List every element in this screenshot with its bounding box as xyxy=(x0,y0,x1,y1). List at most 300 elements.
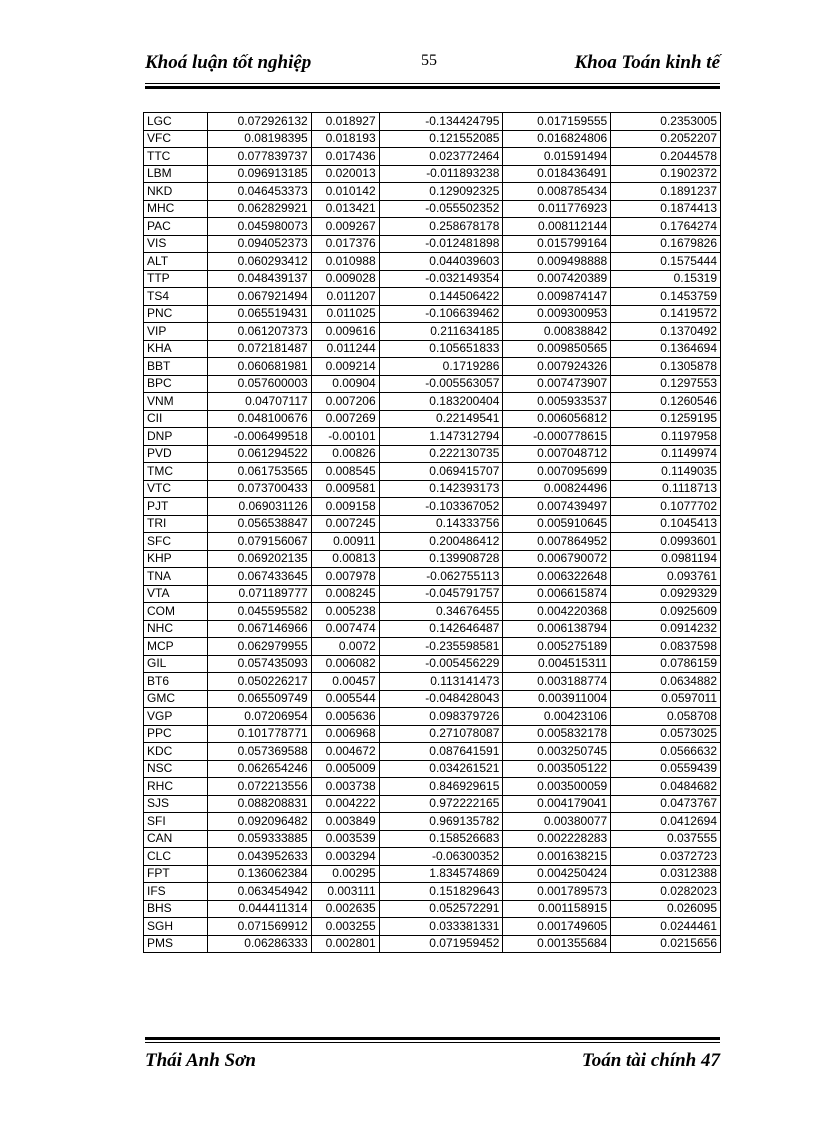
page-footer xyxy=(145,1050,720,1080)
value-cell: 0.004222 xyxy=(311,795,379,813)
value-cell: 0.067146966 xyxy=(207,620,311,638)
value-cell: 0.0244461 xyxy=(611,918,721,936)
stock-code-cell: VTA xyxy=(144,585,208,603)
header-rule-thin xyxy=(145,83,720,84)
footer-author: Thái Anh Sơn xyxy=(145,1050,256,1071)
stock-code-cell: PVD xyxy=(144,445,208,463)
value-cell: 0.087641591 xyxy=(379,743,503,761)
table-row xyxy=(144,445,721,463)
value-cell: 0.009498888 xyxy=(503,253,611,271)
stock-code-cell: SGH xyxy=(144,918,208,936)
value-cell: 1.147312794 xyxy=(379,428,503,446)
value-cell: 0.062654246 xyxy=(207,760,311,778)
value-cell: 0.018436491 xyxy=(503,165,611,183)
value-cell: 0.092096482 xyxy=(207,813,311,831)
value-cell: 0.006056812 xyxy=(503,410,611,428)
value-cell: 0.969135782 xyxy=(379,813,503,831)
value-cell: 0.005933537 xyxy=(503,393,611,411)
stock-code-cell: SFI xyxy=(144,813,208,831)
value-cell: 0.046453373 xyxy=(207,183,311,201)
stock-code-cell: SJS xyxy=(144,795,208,813)
value-cell: 0.1679826 xyxy=(611,235,721,253)
table-row xyxy=(144,515,721,533)
stock-code-cell: FPT xyxy=(144,865,208,883)
value-cell: 0.003111 xyxy=(311,883,379,901)
table-row xyxy=(144,813,721,831)
stock-code-cell: LBM xyxy=(144,165,208,183)
data-table xyxy=(143,112,721,953)
value-cell: 0.004220368 xyxy=(503,603,611,621)
value-cell: 0.013421 xyxy=(311,200,379,218)
value-cell: 0.094052373 xyxy=(207,235,311,253)
value-cell: 0.050226217 xyxy=(207,673,311,691)
table-row xyxy=(144,235,721,253)
value-cell: 0.1370492 xyxy=(611,323,721,341)
table-row xyxy=(144,463,721,481)
value-cell: 0.006138794 xyxy=(503,620,611,638)
value-cell: 0.158526683 xyxy=(379,830,503,848)
stock-code-cell: CII xyxy=(144,410,208,428)
value-cell: 0.1260546 xyxy=(611,393,721,411)
table-row xyxy=(144,655,721,673)
header-thesis-title: Khoá luận tốt nghiệp xyxy=(145,52,312,73)
value-cell: 0.071569912 xyxy=(207,918,311,936)
value-cell: 0.271078087 xyxy=(379,725,503,743)
value-cell: 0.005832178 xyxy=(503,725,611,743)
stock-code-cell: GIL xyxy=(144,655,208,673)
table-row xyxy=(144,620,721,638)
value-cell: 0.008545 xyxy=(311,463,379,481)
value-cell: 0.006615874 xyxy=(503,585,611,603)
value-cell: 0.00423106 xyxy=(503,708,611,726)
value-cell: 0.005009 xyxy=(311,760,379,778)
value-cell: 0.1197958 xyxy=(611,428,721,446)
value-cell: 0.009874147 xyxy=(503,288,611,306)
stock-code-cell: TS4 xyxy=(144,288,208,306)
value-cell: 0.003250745 xyxy=(503,743,611,761)
value-cell: 0.061207373 xyxy=(207,323,311,341)
value-cell: 0.113141473 xyxy=(379,673,503,691)
value-cell: 0.003911004 xyxy=(503,690,611,708)
value-cell: 0.067433645 xyxy=(207,568,311,586)
table-row xyxy=(144,760,721,778)
value-cell: 0.005238 xyxy=(311,603,379,621)
value-cell: 0.1259195 xyxy=(611,410,721,428)
value-cell: 0.211634185 xyxy=(379,323,503,341)
value-cell: 0.007095699 xyxy=(503,463,611,481)
stock-code-cell: TNA xyxy=(144,568,208,586)
value-cell: 0.009616 xyxy=(311,323,379,341)
value-cell: -0.055502352 xyxy=(379,200,503,218)
value-cell: 0.07206954 xyxy=(207,708,311,726)
value-cell: 0.105651833 xyxy=(379,340,503,358)
value-cell: 0.006968 xyxy=(311,725,379,743)
table-row xyxy=(144,743,721,761)
value-cell: 0.2044578 xyxy=(611,148,721,166)
value-cell: 0.007474 xyxy=(311,620,379,638)
value-cell: 0.151829643 xyxy=(379,883,503,901)
table-row xyxy=(144,165,721,183)
value-cell: 0.018927 xyxy=(311,113,379,131)
table-row xyxy=(144,778,721,796)
value-cell: 0.22149541 xyxy=(379,410,503,428)
value-cell: 0.009267 xyxy=(311,218,379,236)
value-cell: 0.063454942 xyxy=(207,883,311,901)
stock-code-cell: NHC xyxy=(144,620,208,638)
value-cell: 0.044039603 xyxy=(379,253,503,271)
value-cell: 0.057435093 xyxy=(207,655,311,673)
value-cell: 0.1719286 xyxy=(379,358,503,376)
value-cell: 0.08198395 xyxy=(207,130,311,148)
value-cell: 0.057369588 xyxy=(207,743,311,761)
footer-rule-thick xyxy=(145,1037,720,1040)
table-row xyxy=(144,288,721,306)
value-cell: 0.062829921 xyxy=(207,200,311,218)
value-cell: 0.011776923 xyxy=(503,200,611,218)
value-cell: 0.1149035 xyxy=(611,463,721,481)
stock-code-cell: TTC xyxy=(144,148,208,166)
value-cell: 0.060293412 xyxy=(207,253,311,271)
stock-code-cell: PPC xyxy=(144,725,208,743)
page-number: 55 xyxy=(421,52,437,69)
value-cell: 0.1297553 xyxy=(611,375,721,393)
table-row xyxy=(144,900,721,918)
stock-code-cell: PNC xyxy=(144,305,208,323)
value-cell: 1.834574869 xyxy=(379,865,503,883)
value-cell: 0.003505122 xyxy=(503,760,611,778)
footer-rule-thin xyxy=(145,1042,720,1043)
value-cell: 0.0566632 xyxy=(611,743,721,761)
footer-class: Toán tài chính 47 xyxy=(581,1050,720,1071)
value-cell: 0.00826 xyxy=(311,445,379,463)
value-cell: 0.017159555 xyxy=(503,113,611,131)
page-header xyxy=(145,50,720,80)
value-cell: 0.846929615 xyxy=(379,778,503,796)
value-cell: -0.005563057 xyxy=(379,375,503,393)
value-cell: 0.009300953 xyxy=(503,305,611,323)
value-cell: 0.060681981 xyxy=(207,358,311,376)
table-row xyxy=(144,848,721,866)
value-cell: 0.00457 xyxy=(311,673,379,691)
value-cell: 0.1045413 xyxy=(611,515,721,533)
value-cell: 0.007048712 xyxy=(503,445,611,463)
stock-code-cell: PJT xyxy=(144,498,208,516)
stock-code-cell: KHP xyxy=(144,550,208,568)
value-cell: 0.005910645 xyxy=(503,515,611,533)
value-cell: 0.017436 xyxy=(311,148,379,166)
value-cell: -0.06300352 xyxy=(379,848,503,866)
value-cell: 0.008112144 xyxy=(503,218,611,236)
value-cell: 0.0634882 xyxy=(611,673,721,691)
stock-code-cell: VNM xyxy=(144,393,208,411)
value-cell: 0.101778771 xyxy=(207,725,311,743)
value-cell: 0.020013 xyxy=(311,165,379,183)
value-cell: 0.0914232 xyxy=(611,620,721,638)
stock-code-cell: TTP xyxy=(144,270,208,288)
value-cell: 0.183200404 xyxy=(379,393,503,411)
value-cell: -0.000778615 xyxy=(503,428,611,446)
table-row xyxy=(144,393,721,411)
value-cell: 0.0412694 xyxy=(611,813,721,831)
value-cell: 0.048100676 xyxy=(207,410,311,428)
value-cell: 0.056538847 xyxy=(207,515,311,533)
value-cell: -0.134424795 xyxy=(379,113,503,131)
value-cell: 0.200486412 xyxy=(379,533,503,551)
value-cell: 0.007473907 xyxy=(503,375,611,393)
value-cell: 0.06286333 xyxy=(207,935,311,953)
value-cell: 0.1364694 xyxy=(611,340,721,358)
value-cell: 0.00813 xyxy=(311,550,379,568)
value-cell: 0.00380077 xyxy=(503,813,611,831)
table-row xyxy=(144,568,721,586)
stock-code-cell: ALT xyxy=(144,253,208,271)
value-cell: 0.003500059 xyxy=(503,778,611,796)
table-row xyxy=(144,358,721,376)
table-row xyxy=(144,253,721,271)
value-cell: 0.011244 xyxy=(311,340,379,358)
value-cell: 0.007245 xyxy=(311,515,379,533)
stock-code-cell: KDC xyxy=(144,743,208,761)
value-cell: 0.003849 xyxy=(311,813,379,831)
value-cell: 0.003188774 xyxy=(503,673,611,691)
table-row xyxy=(144,480,721,498)
table-row xyxy=(144,323,721,341)
value-cell: 0.069031126 xyxy=(207,498,311,516)
table-row xyxy=(144,305,721,323)
value-cell: 0.037555 xyxy=(611,830,721,848)
value-cell: 0.1419572 xyxy=(611,305,721,323)
value-cell: 0.007864952 xyxy=(503,533,611,551)
value-cell: -0.103367052 xyxy=(379,498,503,516)
value-cell: 0.008245 xyxy=(311,585,379,603)
value-cell: 0.001638215 xyxy=(503,848,611,866)
table-row xyxy=(144,218,721,236)
stock-code-cell: VIP xyxy=(144,323,208,341)
value-cell: 0.015799164 xyxy=(503,235,611,253)
stock-code-cell: CLC xyxy=(144,848,208,866)
value-cell: 0.010988 xyxy=(311,253,379,271)
value-cell: 0.1902372 xyxy=(611,165,721,183)
value-cell: 0.00904 xyxy=(311,375,379,393)
value-cell: 0.1453759 xyxy=(611,288,721,306)
table-row xyxy=(144,428,721,446)
stock-code-cell: VGP xyxy=(144,708,208,726)
value-cell: 0.0993601 xyxy=(611,533,721,551)
value-cell: 0.069415707 xyxy=(379,463,503,481)
stock-code-cell: MCP xyxy=(144,638,208,656)
value-cell: 0.072213556 xyxy=(207,778,311,796)
value-cell: 0.1575444 xyxy=(611,253,721,271)
table-row xyxy=(144,673,721,691)
value-cell: 0.1764274 xyxy=(611,218,721,236)
value-cell: 0.033381331 xyxy=(379,918,503,936)
value-cell: 0.008785434 xyxy=(503,183,611,201)
table-row xyxy=(144,550,721,568)
value-cell: 0.001749605 xyxy=(503,918,611,936)
value-cell: 0.044411314 xyxy=(207,900,311,918)
value-cell: 0.052572291 xyxy=(379,900,503,918)
value-cell: 0.004179041 xyxy=(503,795,611,813)
stock-code-cell: BPC xyxy=(144,375,208,393)
stock-code-cell: VIS xyxy=(144,235,208,253)
value-cell: 0.142393173 xyxy=(379,480,503,498)
value-cell: 0.005275189 xyxy=(503,638,611,656)
value-cell: 0.072181487 xyxy=(207,340,311,358)
value-cell: 0.139908728 xyxy=(379,550,503,568)
stock-code-cell: BT6 xyxy=(144,673,208,691)
value-cell: 0.072926132 xyxy=(207,113,311,131)
value-cell: -0.011893238 xyxy=(379,165,503,183)
value-cell: 0.1149974 xyxy=(611,445,721,463)
value-cell: 0.2353005 xyxy=(611,113,721,131)
value-cell: 0.34676455 xyxy=(379,603,503,621)
value-cell: 0.0597011 xyxy=(611,690,721,708)
value-cell: 0.007924326 xyxy=(503,358,611,376)
value-cell: 0.972222165 xyxy=(379,795,503,813)
value-cell: 0.001158915 xyxy=(503,900,611,918)
value-cell: 0.045595582 xyxy=(207,603,311,621)
value-cell: 0.00824496 xyxy=(503,480,611,498)
value-cell: 0.009028 xyxy=(311,270,379,288)
value-cell: 0.088208831 xyxy=(207,795,311,813)
value-cell: -0.00101 xyxy=(311,428,379,446)
table-row xyxy=(144,200,721,218)
value-cell: 0.002801 xyxy=(311,935,379,953)
value-cell: 0.0282023 xyxy=(611,883,721,901)
value-cell: 0.007206 xyxy=(311,393,379,411)
table-row xyxy=(144,830,721,848)
value-cell: 0.010142 xyxy=(311,183,379,201)
stock-code-cell: CAN xyxy=(144,830,208,848)
value-cell: 0.1118713 xyxy=(611,480,721,498)
value-cell: 0.004672 xyxy=(311,743,379,761)
value-cell: 0.061294522 xyxy=(207,445,311,463)
stock-code-cell: BBT xyxy=(144,358,208,376)
value-cell: 0.005636 xyxy=(311,708,379,726)
table-row xyxy=(144,918,721,936)
stock-code-cell: DNP xyxy=(144,428,208,446)
table-row xyxy=(144,603,721,621)
value-cell: 0.003294 xyxy=(311,848,379,866)
value-cell: 0.2052207 xyxy=(611,130,721,148)
table-row xyxy=(144,708,721,726)
value-cell: 0.1891237 xyxy=(611,183,721,201)
value-cell: 0.061753565 xyxy=(207,463,311,481)
value-cell: 0.0925609 xyxy=(611,603,721,621)
value-cell: 0.073700433 xyxy=(207,480,311,498)
value-cell: 0.14333756 xyxy=(379,515,503,533)
value-cell: 0.00911 xyxy=(311,533,379,551)
stock-code-cell: NSC xyxy=(144,760,208,778)
value-cell: 0.093761 xyxy=(611,568,721,586)
value-cell: 0.007269 xyxy=(311,410,379,428)
value-cell: 0.048439137 xyxy=(207,270,311,288)
stock-code-cell: PMS xyxy=(144,935,208,953)
table-row xyxy=(144,340,721,358)
value-cell: 0.009158 xyxy=(311,498,379,516)
value-cell: 0.009581 xyxy=(311,480,379,498)
value-cell: 0.098379726 xyxy=(379,708,503,726)
table-row xyxy=(144,130,721,148)
value-cell: 0.057600003 xyxy=(207,375,311,393)
value-cell: 0.1077702 xyxy=(611,498,721,516)
stock-code-cell: VFC xyxy=(144,130,208,148)
value-cell: 0.144506422 xyxy=(379,288,503,306)
value-cell: 0.006322648 xyxy=(503,568,611,586)
value-cell: 0.016824806 xyxy=(503,130,611,148)
value-cell: 0.065509749 xyxy=(207,690,311,708)
value-cell: 0.136062384 xyxy=(207,865,311,883)
table-row xyxy=(144,113,721,131)
value-cell: 0.004250424 xyxy=(503,865,611,883)
stock-code-cell: COM xyxy=(144,603,208,621)
header-rule-thick xyxy=(145,86,720,89)
value-cell: 0.0473767 xyxy=(611,795,721,813)
stock-code-cell: TMC xyxy=(144,463,208,481)
table-row xyxy=(144,883,721,901)
stock-code-cell: GMC xyxy=(144,690,208,708)
value-cell: 0.0312388 xyxy=(611,865,721,883)
header-faculty: Khoa Toán kinh tế xyxy=(574,52,720,73)
value-cell: 0.059333885 xyxy=(207,830,311,848)
value-cell: 0.006082 xyxy=(311,655,379,673)
value-cell: 0.00295 xyxy=(311,865,379,883)
value-cell: 0.001789573 xyxy=(503,883,611,901)
value-cell: 0.01591494 xyxy=(503,148,611,166)
value-cell: -0.045791757 xyxy=(379,585,503,603)
value-cell: 0.043952633 xyxy=(207,848,311,866)
value-cell: 0.096913185 xyxy=(207,165,311,183)
value-cell: 0.001355684 xyxy=(503,935,611,953)
value-cell: 0.017376 xyxy=(311,235,379,253)
value-cell: 0.003738 xyxy=(311,778,379,796)
value-cell: 0.15319 xyxy=(611,270,721,288)
table-row xyxy=(144,865,721,883)
value-cell: 0.04707117 xyxy=(207,393,311,411)
table-body xyxy=(144,113,721,953)
table-row xyxy=(144,725,721,743)
value-cell: 0.004515311 xyxy=(503,655,611,673)
value-cell: 0.007420389 xyxy=(503,270,611,288)
table-row xyxy=(144,148,721,166)
value-cell: 0.005544 xyxy=(311,690,379,708)
stock-code-cell: MHC xyxy=(144,200,208,218)
value-cell: 0.129092325 xyxy=(379,183,503,201)
value-cell: 0.011207 xyxy=(311,288,379,306)
value-cell: 0.069202135 xyxy=(207,550,311,568)
value-cell: 0.0484682 xyxy=(611,778,721,796)
value-cell: 0.009850565 xyxy=(503,340,611,358)
value-cell: 0.121552085 xyxy=(379,130,503,148)
value-cell: -0.062755113 xyxy=(379,568,503,586)
value-cell: 0.003539 xyxy=(311,830,379,848)
value-cell: 0.0786159 xyxy=(611,655,721,673)
table-row xyxy=(144,410,721,428)
value-cell: -0.106639462 xyxy=(379,305,503,323)
value-cell: -0.235598581 xyxy=(379,638,503,656)
table-row xyxy=(144,690,721,708)
stock-code-cell: BHS xyxy=(144,900,208,918)
value-cell: 0.077839737 xyxy=(207,148,311,166)
value-cell: 0.0837598 xyxy=(611,638,721,656)
value-cell: 0.0215656 xyxy=(611,935,721,953)
value-cell: 0.007439497 xyxy=(503,498,611,516)
stock-code-cell: LGC xyxy=(144,113,208,131)
stock-code-cell: IFS xyxy=(144,883,208,901)
value-cell: -0.012481898 xyxy=(379,235,503,253)
stock-code-cell: RHC xyxy=(144,778,208,796)
value-cell: 0.222130735 xyxy=(379,445,503,463)
